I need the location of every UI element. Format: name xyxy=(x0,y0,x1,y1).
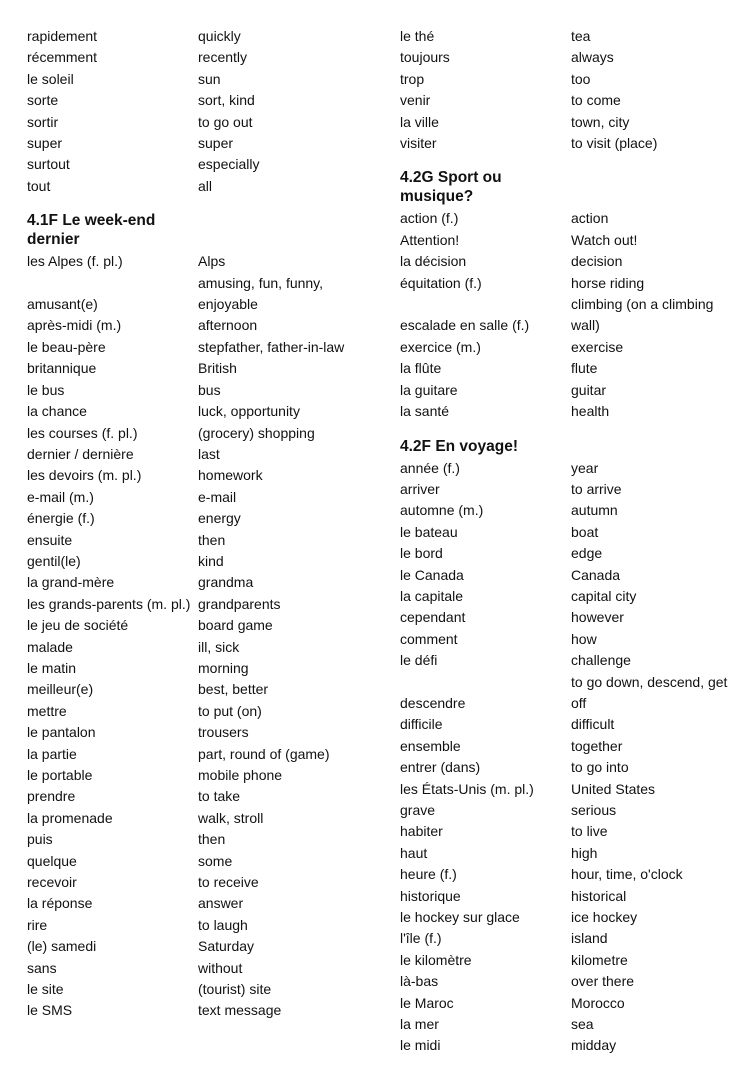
english-translation: historical xyxy=(571,887,627,904)
french-term: la chance xyxy=(27,403,87,420)
english-translation: to visit (place) xyxy=(571,135,658,152)
vocab-row xyxy=(27,133,372,154)
english-translation: grandparents xyxy=(198,595,281,612)
french-term: escalade en salle (f.) xyxy=(400,317,530,334)
french-term: arriver xyxy=(400,480,440,497)
french-term: la promenade xyxy=(27,809,113,826)
english-translation: guitar xyxy=(571,381,607,398)
french-term: le bord xyxy=(400,545,443,562)
vocab-row xyxy=(27,808,372,829)
french-term: super xyxy=(27,135,63,152)
french-term: les grands-parents (m. pl.) xyxy=(27,595,191,612)
english-translation: last xyxy=(198,445,220,462)
vocab-row xyxy=(400,112,735,133)
english-translation: edge xyxy=(571,545,603,562)
vocab-row xyxy=(27,551,372,572)
english-translation: tea xyxy=(571,28,591,44)
vocab-row xyxy=(400,565,735,586)
french-term: le défi xyxy=(400,652,438,669)
vocab-row xyxy=(27,615,372,636)
english-translation: all xyxy=(198,177,213,194)
french-term: cependant xyxy=(400,609,466,626)
vocab-row xyxy=(27,90,372,111)
french-term: rire xyxy=(27,916,48,933)
english-translation: trousers xyxy=(198,724,249,741)
vocab-row xyxy=(27,1000,372,1021)
english-translation: British xyxy=(198,360,237,377)
vocab-row xyxy=(400,950,735,971)
english-translation: e-mail xyxy=(198,488,237,505)
french-term: surtout xyxy=(27,156,70,173)
english-translation: over there xyxy=(571,973,635,990)
french-term: les Alpes (f. pl.) xyxy=(27,253,123,270)
french-term: haut xyxy=(400,844,428,861)
english-translation: bus xyxy=(198,381,221,398)
english-translation: walk, stroll xyxy=(198,809,264,826)
french-term: le site xyxy=(27,981,64,998)
french-term: le Maroc xyxy=(400,994,454,1011)
vocab-row xyxy=(400,90,735,111)
english-translation: luck, opportunity xyxy=(198,403,300,420)
vocab-row xyxy=(400,993,735,1014)
vocab-row xyxy=(400,864,735,885)
english-translation: capital city xyxy=(571,587,637,604)
english-translation: Watch out! xyxy=(571,231,638,248)
french-term: la réponse xyxy=(27,895,93,912)
french-term: visiter xyxy=(400,135,437,152)
vocab-row xyxy=(400,714,735,735)
vocab-row xyxy=(400,736,735,757)
english-translation: climbing (on a climbing wall) xyxy=(571,296,714,334)
vocab-row xyxy=(400,401,735,422)
french-term: la partie xyxy=(27,745,77,762)
english-translation: (tourist) site xyxy=(198,981,272,998)
french-term: le portable xyxy=(27,767,93,783)
english-translation: to go down, descend, get off xyxy=(571,673,728,711)
vocab-row xyxy=(27,487,372,508)
english-translation: action xyxy=(571,210,609,227)
english-translation: to go out xyxy=(198,113,253,130)
english-translation: United States xyxy=(571,780,656,797)
vocab-row xyxy=(27,112,372,133)
english-translation: to come xyxy=(571,92,621,109)
english-translation: (grocery) shopping xyxy=(198,424,315,441)
english-translation: Canada xyxy=(571,566,621,583)
english-translation: to arrive xyxy=(571,480,622,497)
english-translation: decision xyxy=(571,253,623,270)
french-term: les courses (f. pl.) xyxy=(27,424,138,441)
vocab-row xyxy=(400,273,735,294)
french-term: la mer xyxy=(400,1016,439,1033)
french-term: entrer (dans) xyxy=(400,759,481,776)
english-translation: together xyxy=(571,737,623,754)
vocab-row xyxy=(27,47,372,68)
vocab-row xyxy=(400,1035,735,1056)
vocab-row xyxy=(27,315,372,336)
english-translation: serious xyxy=(571,802,617,818)
vocab-row xyxy=(400,543,735,564)
vocab-row xyxy=(27,851,372,872)
french-term: la guitare xyxy=(400,381,458,398)
english-translation: island xyxy=(571,930,608,947)
french-term: la flûte xyxy=(400,360,442,377)
french-term: la capitale xyxy=(400,587,464,604)
english-translation: difficult xyxy=(571,716,615,733)
vocab-row xyxy=(400,821,735,842)
french-term: quelque xyxy=(27,852,77,869)
french-term: les devoirs (m. pl.) xyxy=(27,467,142,484)
french-term: le midi xyxy=(400,1037,441,1054)
vocab-row xyxy=(27,637,372,658)
vocab-row xyxy=(400,133,735,154)
english-translation: Alps xyxy=(198,253,226,270)
vocab-row xyxy=(400,380,735,401)
vocab-row xyxy=(27,444,372,465)
french-term: action (f.) xyxy=(400,210,459,227)
vocab-row xyxy=(400,208,735,229)
vocab-row xyxy=(27,979,372,1000)
vocab-row xyxy=(400,607,735,628)
english-translation: to laugh xyxy=(198,916,248,933)
french-term: après-midi (m.) xyxy=(27,317,122,334)
english-translation: afternoon xyxy=(198,317,258,334)
french-term: le soleil xyxy=(27,70,74,87)
vocab-row xyxy=(27,786,372,807)
french-term: gentil(le) xyxy=(27,552,81,569)
english-translation: kilometre xyxy=(571,951,628,968)
french-term: le SMS xyxy=(27,1002,73,1019)
french-term: la santé xyxy=(400,403,450,420)
english-translation: year xyxy=(571,459,599,476)
french-term: comment xyxy=(400,630,458,647)
vocab-row xyxy=(27,251,372,272)
english-translation: high xyxy=(571,844,598,861)
vocab-row xyxy=(27,594,372,615)
english-translation: autumn xyxy=(571,502,618,519)
vocab-row xyxy=(27,744,372,765)
vocab-row xyxy=(400,230,735,251)
french-term: meilleur(e) xyxy=(27,681,94,698)
vocab-row xyxy=(27,658,372,679)
vocab-row xyxy=(27,958,372,979)
vocab-row xyxy=(27,465,372,486)
english-translation: ice hockey xyxy=(571,909,638,926)
vocab-row xyxy=(27,893,372,914)
vocab-row xyxy=(400,907,735,928)
english-translation: grandma xyxy=(198,574,254,591)
french-term: prendre xyxy=(27,788,76,805)
vocab-row xyxy=(27,69,372,90)
english-translation: then xyxy=(198,831,226,848)
vocab-row xyxy=(400,672,735,715)
section-heading: 4.2F En voyage! xyxy=(400,437,519,455)
english-translation: to receive xyxy=(198,874,259,891)
english-translation: flute xyxy=(571,360,598,377)
english-translation: hour, time, o'clock xyxy=(571,866,683,883)
french-term: habiter xyxy=(400,823,443,840)
vocab-row xyxy=(400,928,735,949)
vocab-row xyxy=(400,800,735,821)
french-term: les États-Unis (m. pl.) xyxy=(400,780,534,797)
french-term: grave xyxy=(400,802,436,818)
french-term: descendre xyxy=(400,694,466,711)
vocab-row xyxy=(400,971,735,992)
vocab-row xyxy=(400,629,735,650)
vocab-row xyxy=(400,886,735,907)
french-term: la décision xyxy=(400,253,467,270)
french-term: le hockey sur glace xyxy=(400,909,520,926)
french-term: le bateau xyxy=(400,523,458,540)
english-translation: board game xyxy=(198,617,273,634)
french-term: sorte xyxy=(27,92,59,109)
french-term: récemment xyxy=(27,49,98,66)
french-term: année (f.) xyxy=(400,459,460,476)
english-translation: boat xyxy=(571,523,599,540)
english-translation: ill, sick xyxy=(198,638,240,655)
english-translation: best, better xyxy=(198,681,269,698)
english-translation: answer xyxy=(198,895,244,912)
vocab-row xyxy=(27,572,372,593)
french-term: le jeu de société xyxy=(27,617,129,634)
english-translation: homework xyxy=(198,467,263,484)
french-term: la grand-mère xyxy=(27,574,115,591)
french-term: heure (f.) xyxy=(400,866,457,883)
vocab-row xyxy=(400,458,735,479)
french-term: le bus xyxy=(27,381,65,398)
vocab-row xyxy=(400,26,735,47)
english-translation: to put (on) xyxy=(198,702,262,719)
vocab-row xyxy=(400,586,735,607)
vocab-row xyxy=(400,294,735,337)
left-vocabulary-column xyxy=(27,26,372,1022)
english-translation: energy xyxy=(198,510,241,527)
french-term: britannique xyxy=(27,360,97,377)
french-term: venir xyxy=(400,92,431,109)
vocab-row xyxy=(400,1014,735,1035)
english-translation: text message xyxy=(198,1002,282,1019)
english-translation: challenge xyxy=(571,652,631,669)
english-translation: sun xyxy=(198,70,221,87)
section-heading: 4.2G Sport ou musique? xyxy=(400,169,502,206)
vocab-row xyxy=(400,779,735,800)
french-term: (le) samedi xyxy=(27,938,97,955)
english-translation: kind xyxy=(198,552,224,569)
vocab-row xyxy=(27,273,372,316)
vocab-row xyxy=(400,69,735,90)
english-translation: too xyxy=(571,70,591,87)
french-term: sans xyxy=(27,959,57,976)
vocab-row xyxy=(27,679,372,700)
french-term: mettre xyxy=(27,702,67,719)
french-term: puis xyxy=(27,831,53,848)
english-translation: sort, kind xyxy=(198,92,255,109)
english-translation: Saturday xyxy=(198,938,255,955)
french-term: le matin xyxy=(27,659,77,676)
vocab-row xyxy=(400,251,735,272)
vocab-row xyxy=(400,843,735,864)
french-term: automne (m.) xyxy=(400,502,484,519)
vocab-row xyxy=(27,915,372,936)
vocab-row xyxy=(400,479,735,500)
vocab-row xyxy=(400,650,735,671)
vocab-row xyxy=(400,757,735,778)
english-translation: how xyxy=(571,630,597,647)
vocab-row xyxy=(27,26,372,47)
english-translation: especially xyxy=(198,156,260,173)
english-translation: recently xyxy=(198,49,248,66)
english-translation: town, city xyxy=(571,113,630,130)
english-translation: horse riding xyxy=(571,274,645,291)
vocab-row xyxy=(27,829,372,850)
right-vocabulary-column xyxy=(400,26,735,1057)
vocab-row xyxy=(400,47,735,68)
vocab-row xyxy=(400,522,735,543)
french-term: rapidement xyxy=(27,28,98,44)
english-translation: mobile phone xyxy=(198,767,283,783)
english-translation: amusing, fun, funny, enjoyable xyxy=(198,274,324,313)
english-translation: to go into xyxy=(571,759,629,776)
french-term: équitation (f.) xyxy=(400,274,482,291)
french-term: dernier / dernière xyxy=(27,445,134,462)
french-term: sortir xyxy=(27,113,59,130)
english-translation: sea xyxy=(571,1016,594,1033)
french-term: énergie (f.) xyxy=(27,510,95,527)
french-term: amusant(e) xyxy=(27,296,98,313)
french-term: toujours xyxy=(400,49,450,66)
french-term: le beau-père xyxy=(27,338,106,355)
vocab-row xyxy=(27,701,372,722)
english-translation: to take xyxy=(198,788,241,805)
vocab-row xyxy=(27,508,372,529)
english-translation: exercise xyxy=(571,338,624,355)
french-term: Attention! xyxy=(400,231,460,248)
vocab-row xyxy=(27,765,372,786)
english-translation: part, round of (game) xyxy=(198,745,330,762)
french-term: l'île (f.) xyxy=(400,930,442,947)
french-term: la ville xyxy=(400,113,439,130)
vocab-row xyxy=(400,500,735,521)
french-term: le kilomètre xyxy=(400,951,472,968)
french-term: le Canada xyxy=(400,566,464,583)
english-translation: morning xyxy=(198,659,249,676)
vocab-row xyxy=(27,380,372,401)
english-translation: to live xyxy=(571,823,608,840)
french-term: là-bas xyxy=(400,973,439,990)
french-term: recevoir xyxy=(27,874,77,891)
english-translation: quickly xyxy=(198,28,241,44)
french-term: difficile xyxy=(400,716,443,733)
french-term: ensuite xyxy=(27,531,73,548)
english-translation: health xyxy=(571,403,610,420)
french-term: ensemble xyxy=(400,737,461,754)
french-term: le thé xyxy=(400,28,435,44)
vocab-row xyxy=(27,337,372,358)
english-translation: midday xyxy=(571,1037,617,1054)
vocab-row xyxy=(27,530,372,551)
english-translation: super xyxy=(198,135,234,152)
french-term: e-mail (m.) xyxy=(27,488,94,505)
english-translation: always xyxy=(571,49,614,66)
english-translation: without xyxy=(198,959,243,976)
english-translation: however xyxy=(571,609,624,626)
english-translation: some xyxy=(198,852,233,869)
english-translation: stepfather, father-in-law xyxy=(198,338,345,355)
vocab-row xyxy=(27,423,372,444)
french-term: historique xyxy=(400,887,461,904)
french-term: malade xyxy=(27,638,73,655)
vocab-row xyxy=(27,722,372,743)
french-term: tout xyxy=(27,177,51,194)
vocab-row xyxy=(400,358,735,379)
french-term: trop xyxy=(400,70,425,87)
vocab-row xyxy=(27,936,372,957)
section-heading: 4.1F Le week-end dernier xyxy=(27,212,156,249)
english-translation: then xyxy=(198,531,226,548)
vocab-row xyxy=(400,337,735,358)
french-term: exercice (m.) xyxy=(400,338,481,355)
english-translation: Morocco xyxy=(571,994,625,1011)
vocab-row xyxy=(27,154,372,175)
vocab-row xyxy=(27,176,372,197)
vocab-row xyxy=(27,358,372,379)
vocab-row xyxy=(27,401,372,422)
vocab-row xyxy=(27,872,372,893)
french-term: le pantalon xyxy=(27,724,96,741)
